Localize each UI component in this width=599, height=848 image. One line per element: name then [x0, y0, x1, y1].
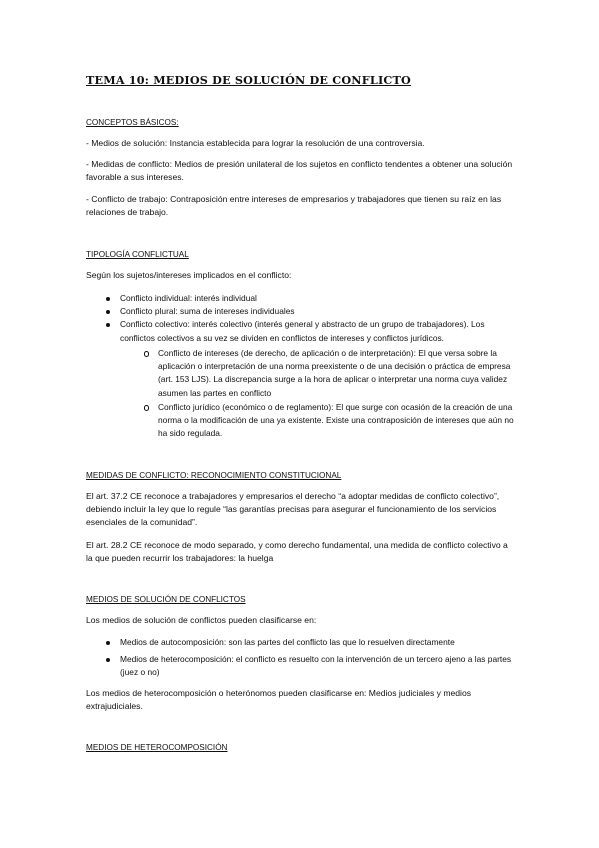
tipologia-bullet-list [106, 292, 518, 345]
list-item: Conflicto plural: suma de intereses individuales [106, 305, 518, 318]
paragraph-art-28: El art. 28.2 CE reconoce de modo separado, y como derecho fundamental, una medida de conflicto colectivo a la que pueden recurrir los trabajadores: la huelga [86, 540, 508, 564]
paragraph-medios-solucion: - Medios de solución: Instancia establecida para lograr la resolución de una controversia. [86, 138, 425, 148]
section-heading-tipologia: TIPOLOGÍA CONFLICTUAL [86, 250, 189, 259]
paragraph-medios-intro: Los medios de solución de conflictos pueden clasificarse en: [86, 615, 317, 625]
bullet-icon [106, 310, 110, 314]
section-heading-conceptos: CONCEPTOS BÁSICOS: [86, 118, 179, 127]
list-item: Conflicto colectivo: interés colectivo (interés general y abstracto de un grupo de trabajadores). Los conflictos colectivos a su vez se dividen en conflictos de intereses y conflictos jurídicos. [106, 318, 518, 344]
tipologia-sub-list [144, 347, 520, 440]
medios-bullet-list [106, 636, 518, 680]
paragraph-tipologia-intro: Según los sujetos/intereses implicados en el conflicto: [86, 270, 292, 280]
list-item: Conflicto individual: interés individual [106, 292, 518, 305]
section-heading-medidas: MEDIDAS DE CONFLICTO: RECONOCIMIENTO CONSTITUCIONAL [86, 471, 342, 480]
section-heading-medios: MEDIOS DE SOLUCIÓN DE CONFLICTOS [86, 595, 246, 604]
paragraph-medidas-conflicto: - Medidas de conflicto: Medios de presión unilateral de los sujetos en conflicto tendentes a obtener una solución favorable a sus intereses. [86, 159, 513, 183]
section-heading-heterocomposicion: MEDIOS DE HETEROCOMPOSICIÓN [86, 743, 228, 752]
paragraph-medios-closing: Los medios de heterocomposición o heterónomos pueden clasificarse en: Medios judiciales y medios extrajudiciales. [86, 688, 472, 712]
paragraph-art-37: El art. 37.2 CE reconoce a trabajadores y empresarios el derecho “a adoptar medidas de conflicto colectivo”, debiendo incluir la ley que lo regule “las garantías precisas para asegurar el funcionamiento de los servicios esenciales de la comunidad”. [86, 491, 500, 528]
list-item: Medios de heterocomposición: el conflicto es resuelto con la intervención de un tercero ajeno a las partes (juez o no) [106, 653, 518, 679]
bullet-icon [106, 658, 110, 662]
bullet-icon [106, 297, 110, 301]
list-item: Medios de autocomposición: son las partes del conflicto las que lo resuelven directamente [106, 636, 518, 649]
hollow-bullet-icon [144, 351, 149, 356]
list-item: Conflicto jurídico (económico o de reglamento): El que surge con ocasión de la creación de una norma o la modificación de una ya existente. Existe una contraposición de intereses que aún no ha sido regulada. [144, 401, 520, 441]
hollow-bullet-icon [144, 405, 149, 410]
bullet-icon [106, 323, 110, 327]
bullet-icon [106, 641, 110, 645]
list-item: Conflicto de intereses (de derecho, de aplicación o de interpretación): El que versa sobre la aplicación o interpretación de una norma preexistente o de una decisión o práctica de empresa (art. 153 LJS). La discrepancia surge a la hora de aplicar o interpretar una norma cuya validez asumen las partes en conflicto [144, 347, 520, 400]
page-title: TEMA 10: MEDIOS DE SOLUCIÓN DE CONFLICTO [86, 73, 411, 87]
paragraph-conflicto-trabajo: - Conflicto de trabajo: Contraposición entre intereses de empresarios y trabajadores que tienen su raíz en las relaciones de trabajo. [86, 194, 502, 218]
